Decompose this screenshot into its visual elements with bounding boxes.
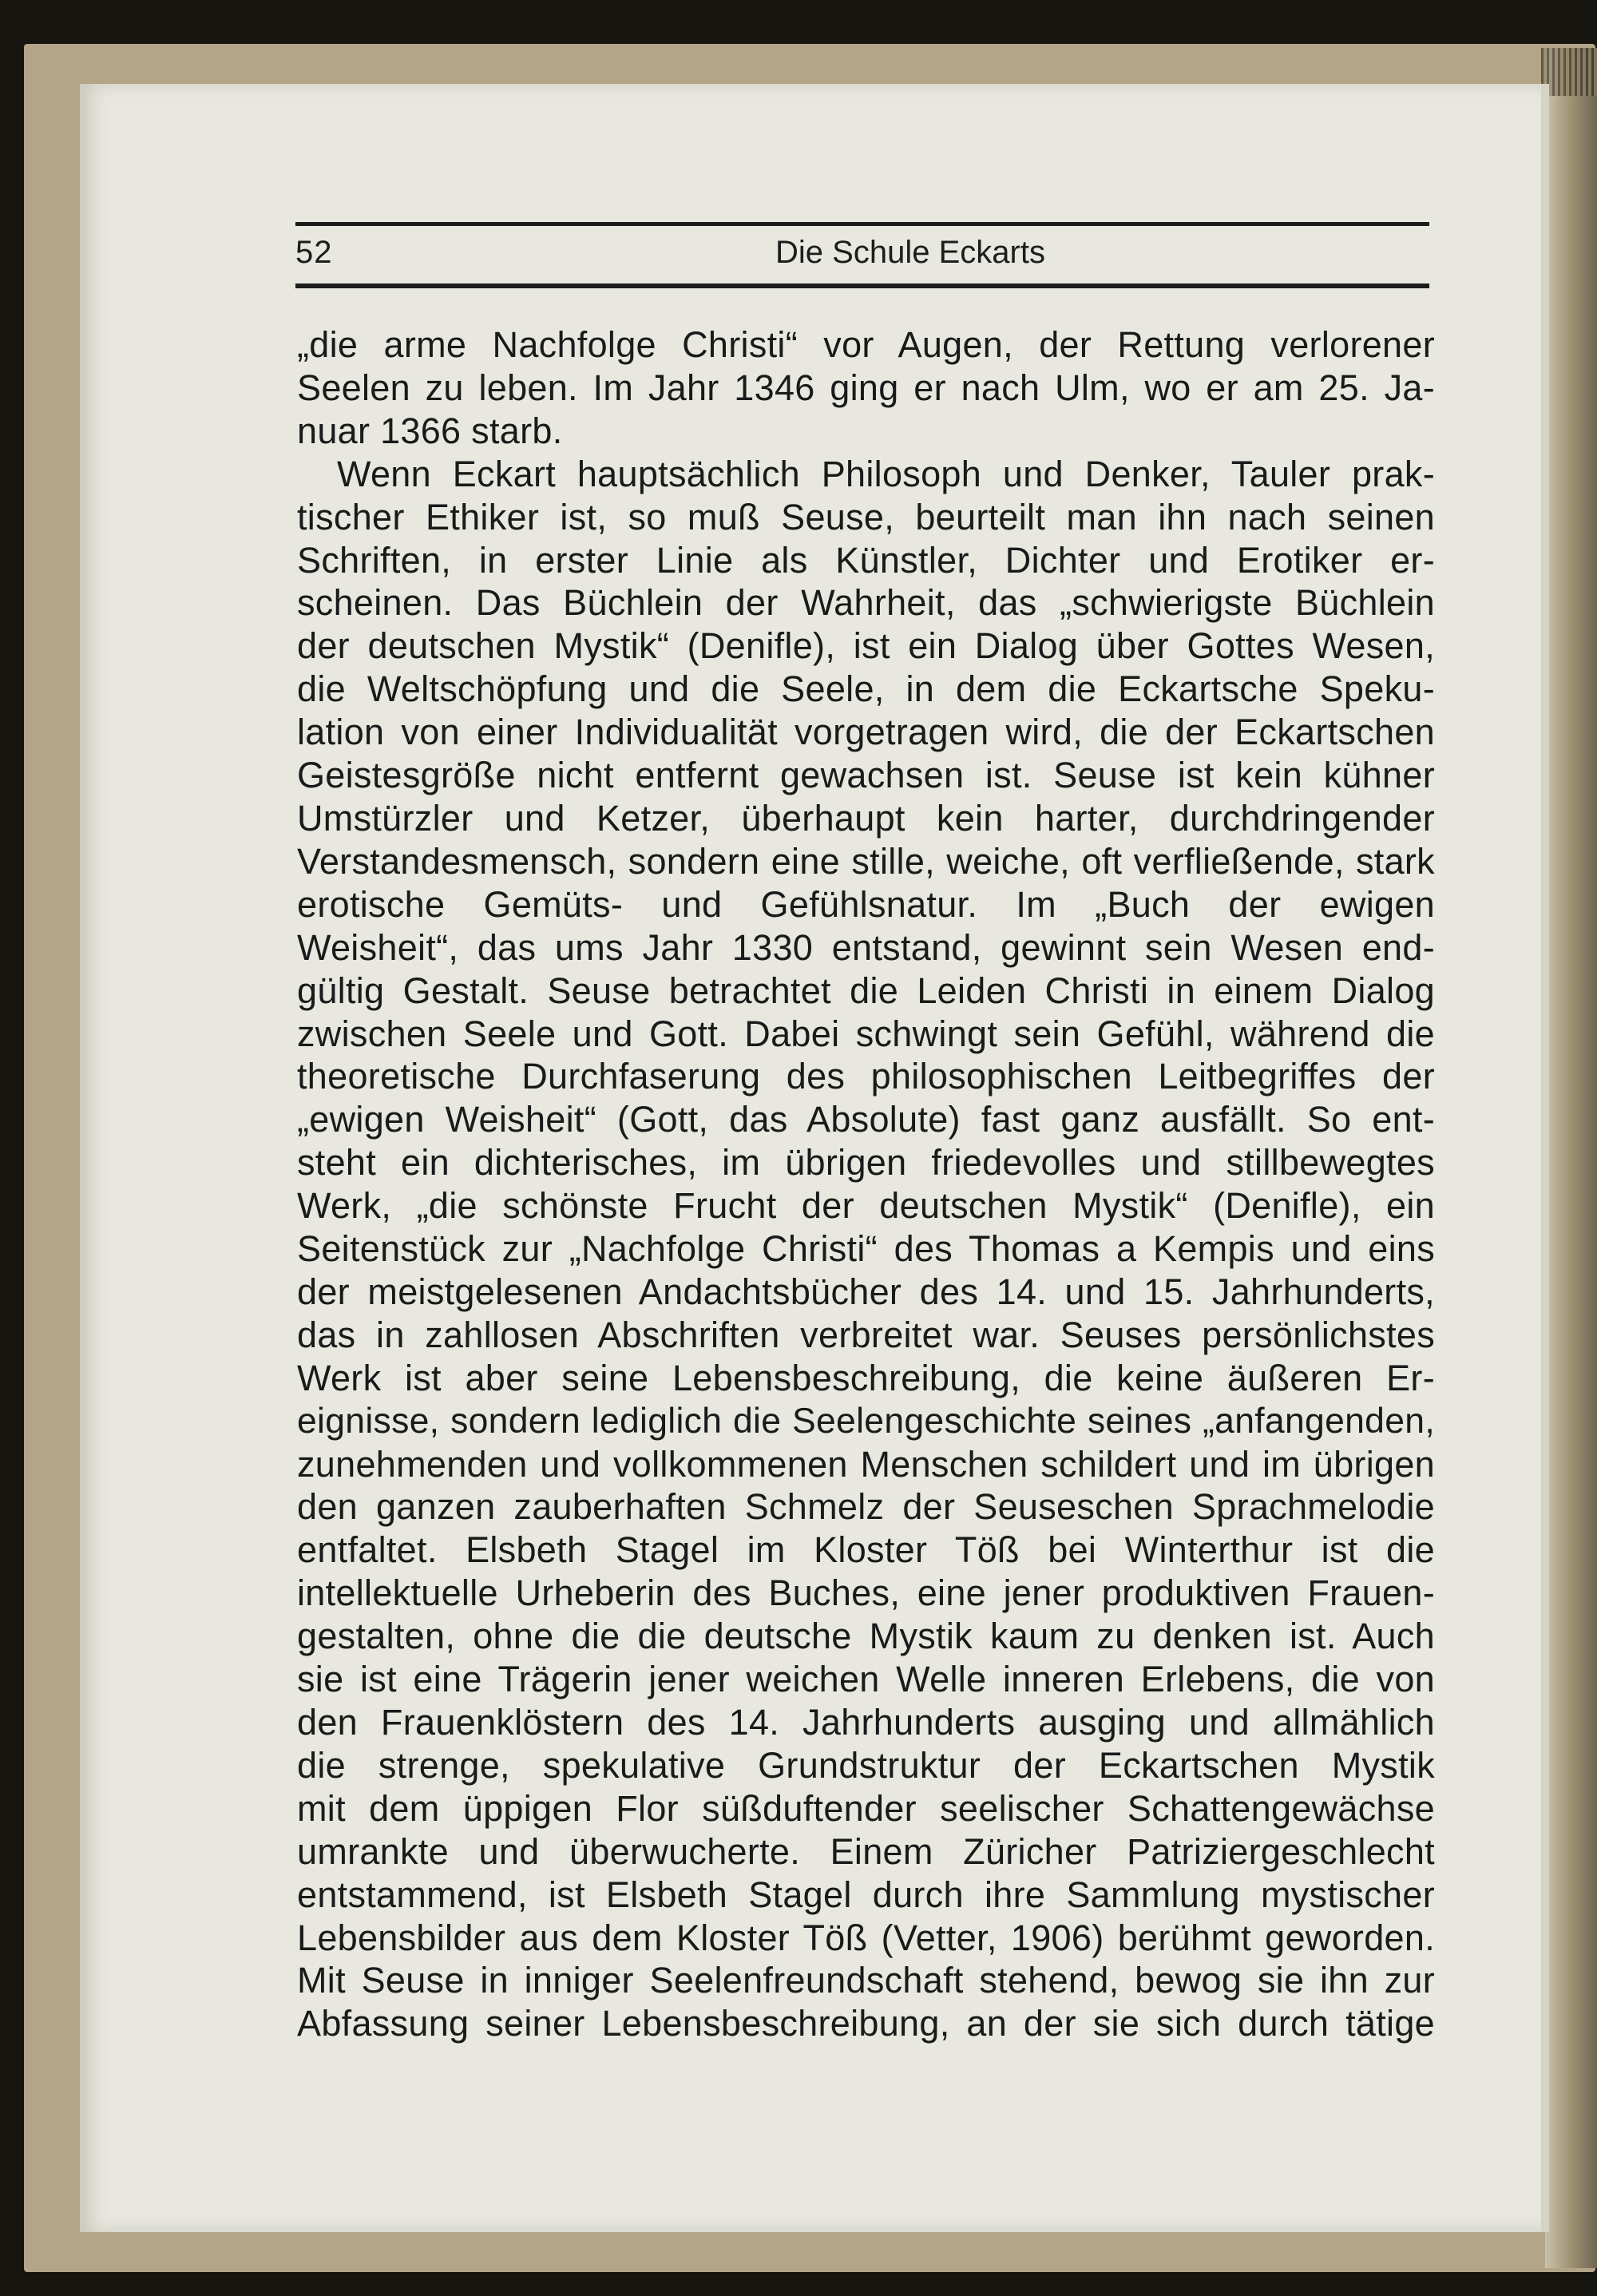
header-rule-top bbox=[295, 222, 1429, 226]
text-line: Seitenstück zur „Nachfolge Christi“ des Thomas a Kempis und eins bbox=[297, 1228, 1435, 1270]
text-line: Wenn Eckart hauptsächlich Philosoph und Denker, Tauler prak- bbox=[337, 453, 1435, 494]
body-text bbox=[297, 323, 1435, 2045]
text-line: sie ist eine Trägerin jener weichen Welle inneren Erlebens, die von bbox=[297, 1659, 1435, 1700]
text-line: Schriften, in erster Linie als Künstler, Dichter und Erotiker er- bbox=[297, 539, 1435, 581]
text-line: Werk, „die schönste Frucht der deutschen Mystik“ (Denifle), ein bbox=[297, 1185, 1435, 1227]
text-line: lation von einer Individualität vorgetragen wird, die der Eckartschen bbox=[297, 712, 1435, 753]
page-number: 52 bbox=[295, 235, 333, 270]
text-line: die Weltschöpfung und die Seele, in dem die Eckartsche Speku- bbox=[297, 668, 1435, 710]
text-line: intellektuelle Urheberin des Buches, eine jener produktiven Frauen- bbox=[297, 1572, 1435, 1614]
text-line: zunehmenden und vollkommenen Menschen schildert und im übrigen bbox=[297, 1443, 1435, 1485]
text-line: die strenge, spekulative Grundstruktur der Eckartschen Mystik bbox=[297, 1744, 1435, 1786]
text-line: Umstürzler und Ketzer, überhaupt kein harter, durchdringender bbox=[297, 797, 1435, 839]
text-line: eignisse, sondern lediglich die Seelengeschichte seines „anfangenden, bbox=[297, 1401, 1435, 1441]
text-line: „die arme Nachfolge Christi“ vor Augen, der Rettung verlorener bbox=[297, 324, 1435, 365]
text-line: entstammend, ist Elsbeth Stagel durch ihre Sammlung mystischer bbox=[297, 1874, 1435, 1915]
text-line: Seelen zu leben. Im Jahr 1346 ging er nach Ulm, wo er am 25. Ja- bbox=[297, 367, 1435, 408]
text-line: theoretische Durchfaserung des philosophischen Leitbegriffes der bbox=[297, 1056, 1435, 1097]
text-line: gültig Gestalt. Seuse betrachtet die Leiden Christi in einem Dialog bbox=[297, 970, 1435, 1011]
text-line: Mit Seuse in inniger Seelenfreundschaft stehend, bewog sie ihn zur bbox=[297, 1960, 1435, 2001]
text-line: zwischen Seele und Gott. Dabei schwingt sein Gefühl, während die bbox=[297, 1013, 1435, 1054]
text-line: erotische Gemüts- und Gefühlsnatur. Im „Buch der ewigen bbox=[297, 883, 1435, 925]
text-line: der meistgelesenen Andachtsbücher des 14. und 15. Jahrhunderts, bbox=[297, 1271, 1435, 1312]
text-line: der deutschen Mystik“ (Denifle), ist ein Dialog über Gottes Wesen, bbox=[297, 625, 1435, 667]
binding-edge bbox=[1541, 48, 1597, 96]
text-line: Abfassung seiner Lebensbeschreibung, an der sie sich durch tätige bbox=[297, 2003, 1435, 2044]
text-line: das in zahllosen Abschriften verbreitet war. Seuses persönlichstes bbox=[297, 1314, 1435, 1355]
text-line: mit dem üppigen Flor süßduftender seelischer Schattengewächse bbox=[297, 1787, 1435, 1829]
page-edge bbox=[1541, 84, 1549, 2232]
text-line: umrankte und überwucherte. Einem Züricher Patriziergeschlecht bbox=[297, 1830, 1435, 1872]
header-rule-bottom bbox=[295, 284, 1429, 288]
running-title: Die Schule Eckarts bbox=[775, 235, 1045, 270]
text-line: den ganzen zauberhaften Schmelz der Seuseschen Sprachmelodie bbox=[297, 1486, 1435, 1528]
text-line: Lebensbilder aus dem Kloster Töß (Vetter, 1906) berühmt geworden. bbox=[297, 1917, 1435, 1958]
text-line: Weisheit“, das ums Jahr 1330 entstand, gewinnt sein Wesen end- bbox=[297, 926, 1435, 968]
text-line: Geistesgröße nicht entfernt gewachsen ist. Seuse ist kein kühner bbox=[297, 755, 1435, 796]
text-line: scheinen. Das Büchlein der Wahrheit, das „schwierigste Büchlein bbox=[297, 582, 1435, 624]
text-line: entfaltet. Elsbeth Stagel im Kloster Töß bei Winterthur ist die bbox=[297, 1529, 1435, 1571]
book-fore-edge bbox=[1545, 48, 1597, 2268]
text-line: Werk ist aber seine Lebensbeschreibung, die keine äußeren Er- bbox=[297, 1357, 1435, 1398]
text-line: Verstandesmensch, sondern eine stille, weiche, oft verfließende, stark bbox=[297, 840, 1435, 882]
text-line: „ewigen Weisheit“ (Gott, das Absolute) fast ganz ausfällt. So ent- bbox=[297, 1099, 1435, 1140]
text-line: gestalten, ohne die die deutsche Mystik kaum zu denken ist. Auch bbox=[297, 1616, 1435, 1657]
text-line: tischer Ethiker ist, so muß Seuse, beurteilt man ihn nach seinen bbox=[297, 496, 1435, 537]
text-line: nuar 1366 starb. bbox=[297, 410, 563, 451]
text-line: steht ein dichterisches, im übrigen friedevolles und stillbewegtes bbox=[297, 1142, 1435, 1184]
text-line: den Frauenklöstern des 14. Jahrhunderts ausging und allmählich bbox=[297, 1702, 1435, 1743]
